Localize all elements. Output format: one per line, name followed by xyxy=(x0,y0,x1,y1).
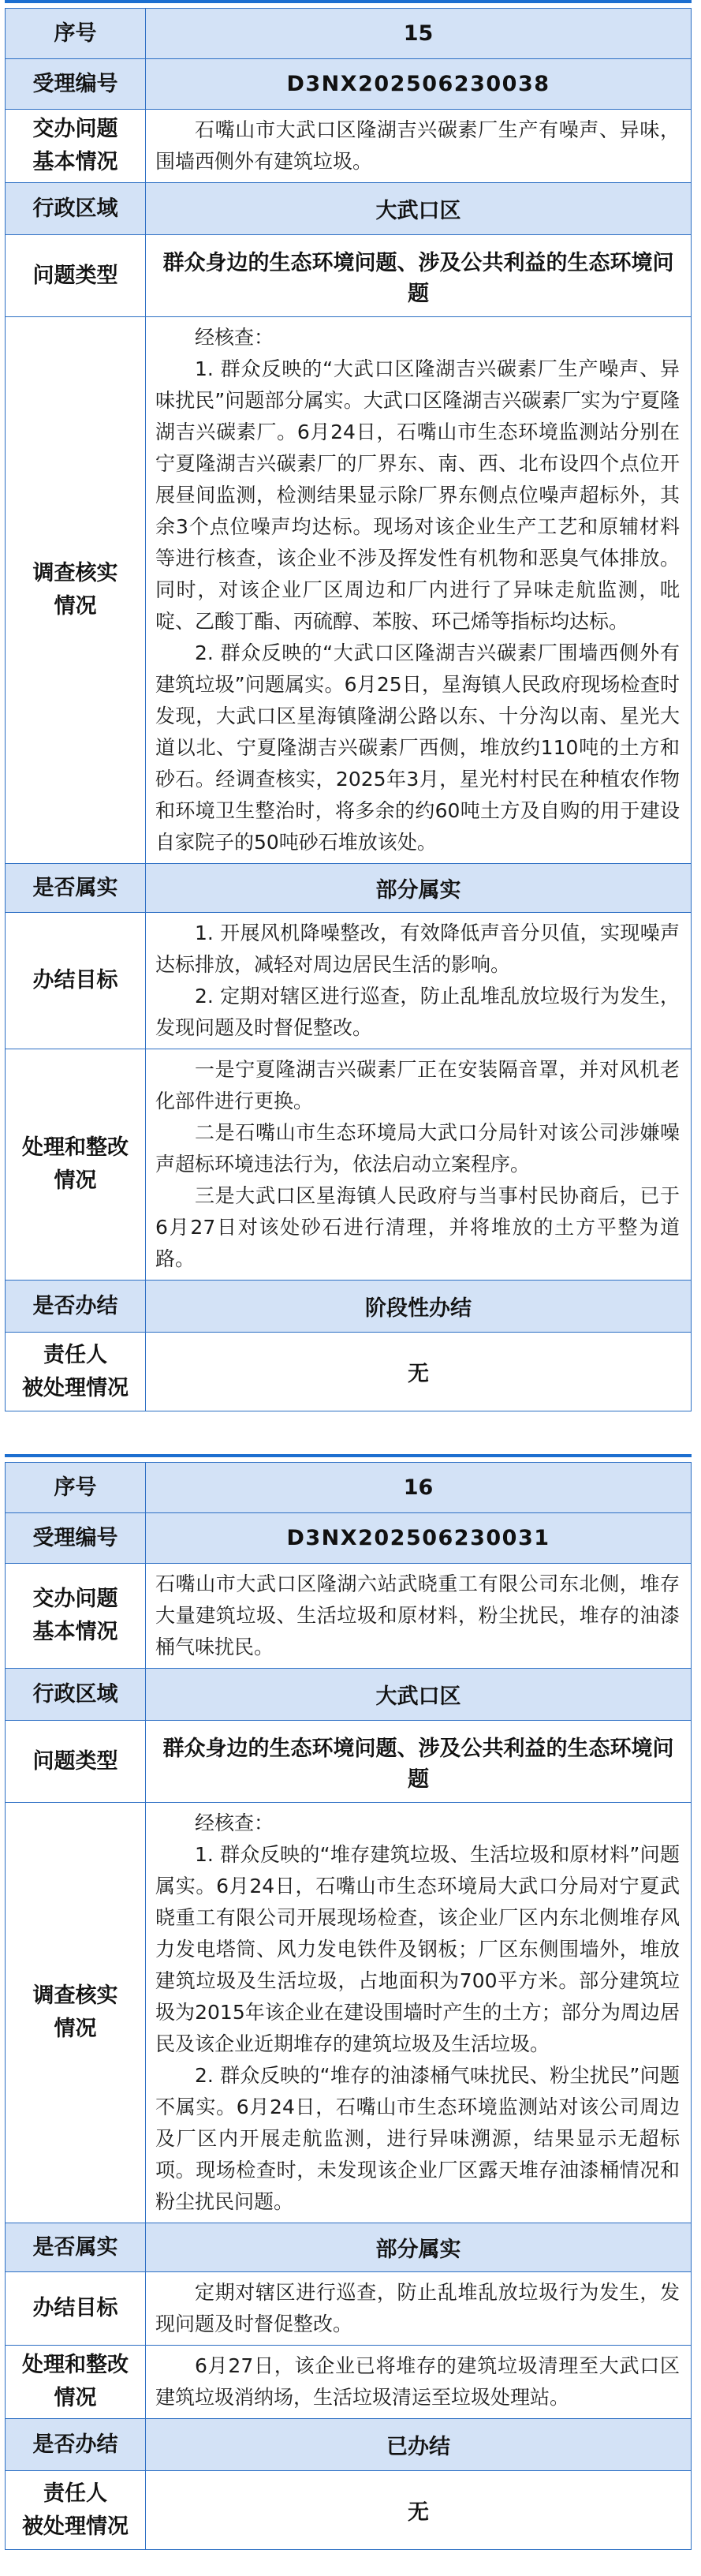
row-done xyxy=(6,1281,692,1333)
seq-value: 15 xyxy=(146,9,692,59)
goal-value xyxy=(146,2272,692,2346)
label-handle xyxy=(6,2346,146,2419)
row-code xyxy=(6,1513,692,1564)
label-seq: 序号 xyxy=(6,9,146,59)
goal-value xyxy=(146,913,692,1049)
label-basic xyxy=(6,1564,146,1669)
handle-para: 三是大武口区星海镇人民政府与当事村民协商后，已于6月27日对该处砂石进行清理，并将堆放的土方平整为道路。 xyxy=(155,1184,680,1270)
label-verify-line1: 调查核实 xyxy=(32,1983,118,2008)
label-region: 行政区域 xyxy=(6,183,146,235)
label-verify-line1: 调查核实 xyxy=(32,561,118,585)
basic-text: 石嘴山市大武口区隆湖六站武晓重工有限公司东北侧，堆存大量建筑垃圾、生活垃圾和原材料，粉尘扰民，堆存的油漆桶气味扰民。 xyxy=(155,1572,680,1658)
label-resp-line1: 责任人 xyxy=(43,1342,107,1367)
row-handle xyxy=(6,2346,692,2419)
label-code: 受理编号 xyxy=(6,1513,146,1564)
record-table xyxy=(5,1462,692,2550)
done-value: 阶段性办结 xyxy=(146,1281,692,1333)
verify-para: 经核查： xyxy=(195,1811,274,1834)
label-basic-line2: 基本情况 xyxy=(32,1620,118,1644)
code-value: D3NX202506230031 xyxy=(146,1513,692,1564)
label-goal: 办结目标 xyxy=(6,913,146,1049)
handle-para: 二是石嘴山市生态环境局大武口分局针对该公司涉嫌噪声超标环境违法行为，依法启动立案程序。 xyxy=(155,1121,680,1176)
type-value: 群众身边的生态环境问题、涉及公共利益的生态环境问题 xyxy=(146,1721,692,1803)
is-true-value: 部分属实 xyxy=(146,864,692,913)
row-type xyxy=(6,1721,692,1803)
row-region xyxy=(6,1669,692,1721)
code-value: D3NX202506230038 xyxy=(146,59,692,110)
handle-value xyxy=(146,1049,692,1281)
label-verify-line2: 情况 xyxy=(54,2017,97,2041)
label-verify xyxy=(6,1803,146,2223)
row-resp xyxy=(6,1333,692,1411)
seq-value: 16 xyxy=(146,1463,692,1513)
label-code: 受理编号 xyxy=(6,59,146,110)
region-value: 大武口区 xyxy=(146,1669,692,1721)
label-type: 问题类型 xyxy=(6,235,146,317)
row-seq xyxy=(6,9,692,59)
label-done: 是否办结 xyxy=(6,1281,146,1333)
row-basic xyxy=(6,110,692,183)
label-verify-line2: 情况 xyxy=(54,594,97,619)
verify-para: 经核查： xyxy=(195,326,274,349)
label-basic-line1: 交办问题 xyxy=(32,1587,118,1611)
label-resp-line2: 被处理情况 xyxy=(22,2514,129,2539)
verify-value xyxy=(146,1803,692,2223)
label-resp-line1: 责任人 xyxy=(43,2481,107,2506)
region-value: 大武口区 xyxy=(146,183,692,235)
label-handle xyxy=(6,1049,146,1281)
verify-para: 1. 群众反映的“大武口区隆湖吉兴碳素厂生产噪声、异味扰民”问题部分属实。大武口区隆湖吉兴碳素厂实为宁夏隆湖吉兴碳素厂。6月24日，石嘴山市生态环境监测站分别在宁夏隆湖吉兴碳素厂的厂界东、南、西、北布设四个点位开展昼间监测，检测结果显示除厂界东侧点位噪声超标外，其余3个点位噪声均达标。现场对该企业生产工艺和原辅材料等进行核查，该企业不涉及挥发性有机物和恶臭气体排放。同时，对该企业厂区周边和厂内进行了异味走航监测，吡啶、乙酸丁酯、丙硫醇、苯胺、环己烯等指标均达标。 xyxy=(155,357,680,633)
row-is-true xyxy=(6,864,692,913)
goal-para: 2. 定期对辖区进行巡查，防止乱堆乱放垃圾行为发生，发现问题及时督促整改。 xyxy=(155,985,680,1039)
verify-para: 1. 群众反映的“堆存建筑垃圾、生活垃圾和原材料”问题属实。6月24日，石嘴山市生态环境局大武口分局对宁夏武晓重工有限公司开展现场检查，该企业厂区内东北侧堆存风力发电塔筒、风力发电铁件及钢板；厂区东侧围墙外，堆放建筑垃圾及生活垃圾，占地面积为700平方米。部分建筑垃圾为2015年该企业在建设围墙时产生的土方；部分为周边居民及该企业近期堆存的建筑垃圾及生活垃圾。 xyxy=(155,1843,680,2055)
row-seq xyxy=(6,1463,692,1513)
goal-para: 1. 开展风机降噪整改，有效降低声音分贝值，实现噪声达标排放，减轻对周边居民生活的影响。 xyxy=(155,922,680,976)
resp-value: 无 xyxy=(146,2471,692,2550)
basic-value xyxy=(146,1564,692,1669)
label-resp xyxy=(6,1333,146,1411)
type-value: 群众身边的生态环境问题、涉及公共利益的生态环境问题 xyxy=(146,235,692,317)
label-handle-line1: 处理和整改 xyxy=(22,1135,129,1160)
row-resp xyxy=(6,2471,692,2550)
record-15 xyxy=(5,0,692,1411)
label-resp xyxy=(6,2471,146,2550)
is-true-value: 部分属实 xyxy=(146,2223,692,2272)
label-region: 行政区域 xyxy=(6,1669,146,1721)
label-basic-line1: 交办问题 xyxy=(32,117,118,141)
label-basic xyxy=(6,110,146,183)
verify-para: 2. 群众反映的“大武口区隆湖吉兴碳素厂围墙西侧外有建筑垃圾”问题属实。6月25日，星海镇人民政府现场检查时发现，大武口区星海镇隆湖公路以东、十分沟以南、星光大道以北、宁夏隆湖吉兴碳素厂西侧，堆放约110吨的土方和砂石。经调查核实，2025年3月，星光村村民在种植农作物和环境卫生整治时，将多余的约60吨土方及自购的用于建设自家院子的50吨砂石堆放该处。 xyxy=(155,641,680,854)
row-goal xyxy=(6,913,692,1049)
row-type xyxy=(6,235,692,317)
row-region xyxy=(6,183,692,235)
row-is-true xyxy=(6,2223,692,2272)
row-verify xyxy=(6,317,692,864)
label-basic-line2: 基本情况 xyxy=(32,150,118,174)
handle-para: 6月27日，该企业已将堆存的建筑垃圾清理至大武口区建筑垃圾消纳场，生活垃圾清运至垃圾处理站。 xyxy=(155,2354,680,2409)
row-basic xyxy=(6,1564,692,1669)
row-handle xyxy=(6,1049,692,1281)
label-handle-line2: 情况 xyxy=(54,2386,97,2410)
label-goal: 办结目标 xyxy=(6,2272,146,2346)
handle-para: 一是宁夏隆湖吉兴碳素厂正在安装隔音罩，并对风机老化部件进行更换。 xyxy=(155,1058,680,1112)
label-resp-line2: 被处理情况 xyxy=(22,1375,129,1400)
resp-value: 无 xyxy=(146,1333,692,1411)
record-16 xyxy=(5,1454,692,2550)
label-is-true: 是否属实 xyxy=(6,864,146,913)
verify-value xyxy=(146,317,692,864)
label-is-true: 是否属实 xyxy=(6,2223,146,2272)
row-code xyxy=(6,59,692,110)
row-done xyxy=(6,2419,692,2471)
basic-text: 石嘴山市大武口区隆湖吉兴碳素厂生产有噪声、异味，围墙西侧外有建筑垃圾。 xyxy=(155,118,680,173)
label-seq: 序号 xyxy=(6,1463,146,1513)
label-verify xyxy=(6,317,146,864)
row-goal xyxy=(6,2272,692,2346)
goal-para: 定期对辖区进行巡查，防止乱堆乱放垃圾行为发生，发现问题及时督促整改。 xyxy=(155,2281,680,2335)
done-value: 已办结 xyxy=(146,2419,692,2471)
label-done: 是否办结 xyxy=(6,2419,146,2471)
label-type: 问题类型 xyxy=(6,1721,146,1803)
row-verify xyxy=(6,1803,692,2223)
basic-value xyxy=(146,110,692,183)
label-handle-line1: 处理和整改 xyxy=(22,2353,129,2377)
record-table xyxy=(5,8,692,1411)
handle-value xyxy=(146,2346,692,2419)
label-handle-line2: 情况 xyxy=(54,1168,97,1193)
verify-para: 2. 群众反映的“堆存的油漆桶气味扰民、粉尘扰民”问题不属实。6月24日，石嘴山市生态环境监测站对该公司周边及厂区内开展走航监测，进行异味溯源，结果显示无超标项。现场检查时，未发现该企业厂区露天堆存油漆桶情况和粉尘扰民问题。 xyxy=(155,2064,680,2213)
